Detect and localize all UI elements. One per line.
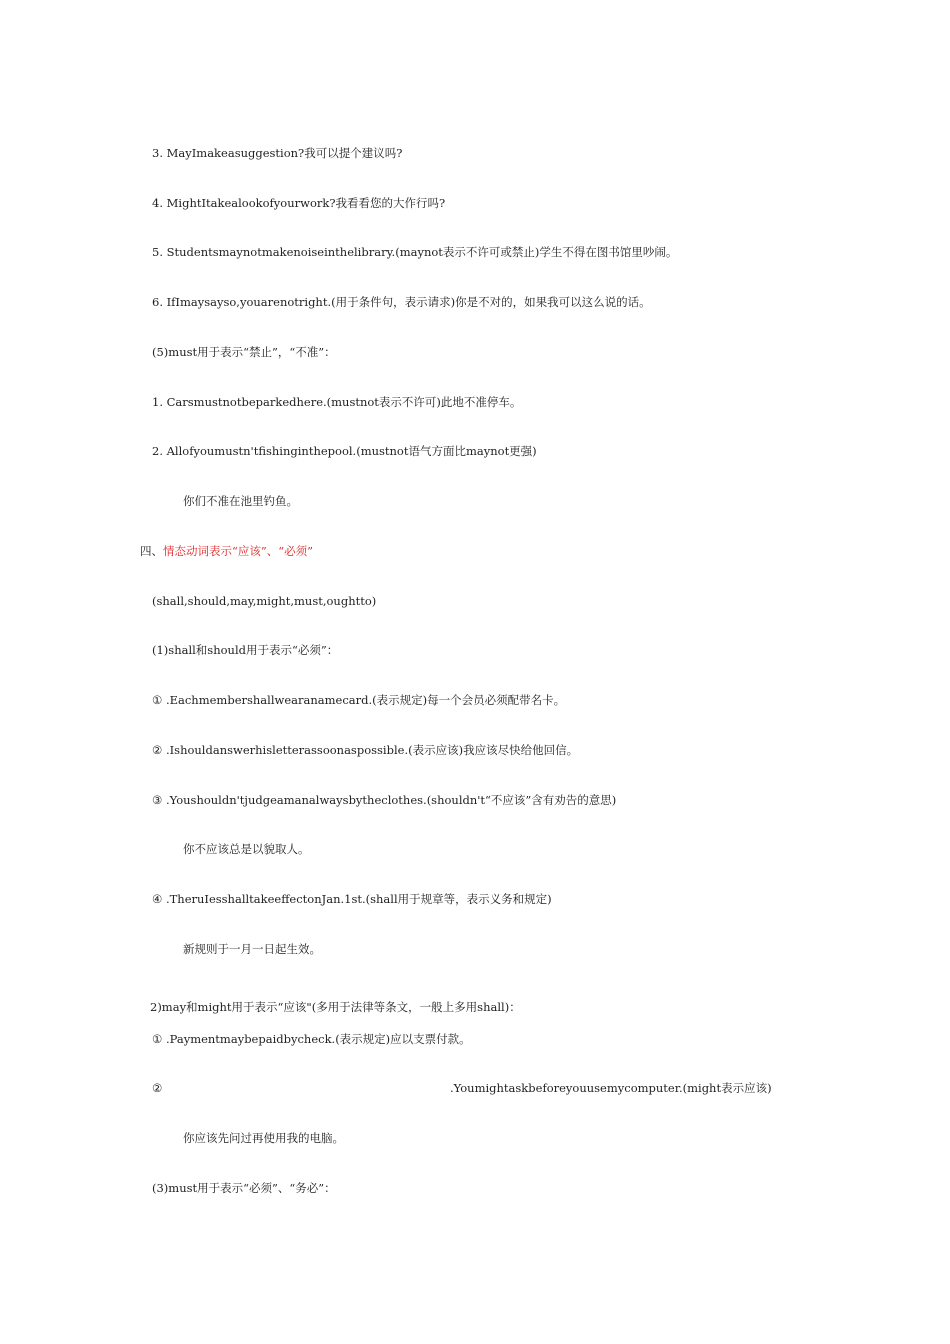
translation-line: 你应该先问过再使用我的电脑。 [183, 1131, 344, 1145]
example-line: ③ .Youshouldn'tjudgeamanalwaysbytheclothes.(shouldn't“不应该”含有劝告的意思) [152, 793, 617, 807]
subsection-heading: 2)may和might用于表示“应该"(多用于法律等条文，一般上多用shall)： [150, 1000, 521, 1014]
subsection-heading: (1)shall和should用于表示“必须”： [152, 643, 339, 657]
example-line: ④ .TheruIesshalltakeeffectonJan.1st.(shall用于规章等，表示义务和规定) [152, 892, 552, 906]
example-marker: ② [152, 1081, 163, 1095]
subsection-heading: (3)must用于表示“必须”、“务必”： [152, 1181, 336, 1195]
example-line: ① .Paymentmaybepaidbycheck.(表示规定)应以支票付款。 [152, 1032, 471, 1046]
section-number: 四、 [140, 544, 163, 558]
translation-line: 你们不准在池里钓鱼。 [183, 494, 298, 508]
section-title: 情态动词表示“应该”、“必须” [163, 544, 314, 558]
example-line: 1. Carsmustnotbeparkedhere.(mustnot表示不许可)此地不准停车。 [152, 395, 522, 409]
verb-list: (shall,should,may,might,must,oughtto) [152, 594, 377, 608]
example-line: 4. MightItakealookofyourwork?我看看您的大作行吗? [152, 196, 446, 210]
subsection-heading: (5)must用于表示“禁止”，“不准”： [152, 345, 336, 359]
section-heading [140, 543, 313, 559]
example-line: ① .Eachmembershallwearanamecard.(表示规定)每一个会员必须配带名卡。 [152, 693, 566, 707]
example-line: 2. Allofyoumustn'tfishinginthepool.(mustnot语气方面比maynot更强) [152, 444, 537, 458]
example-line: .Youmightaskbeforeyouusemycomputer.(might表示应该) [450, 1081, 772, 1095]
example-line: 3. MayImakeasuggestion?我可以提个建议吗? [152, 146, 403, 160]
example-line: 5. Studentsmaynotmakenoiseinthelibrary.(maynot表示不许可或禁止)学生不得在图书馆里吵闹。 [152, 245, 678, 259]
translation-line: 你不应该总是以貌取人。 [183, 842, 310, 856]
translation-line: 新规则于一月一日起生效。 [183, 942, 321, 956]
example-line: ② .Ishouldanswerhisletterassoonaspossible.(表示应该)我应该尽快给他回信。 [152, 743, 579, 757]
example-line: 6. IfImaysayso,youarenotright.(用于条件句，表示请求)你是不对的，如果我可以这么说的话。 [152, 295, 651, 309]
